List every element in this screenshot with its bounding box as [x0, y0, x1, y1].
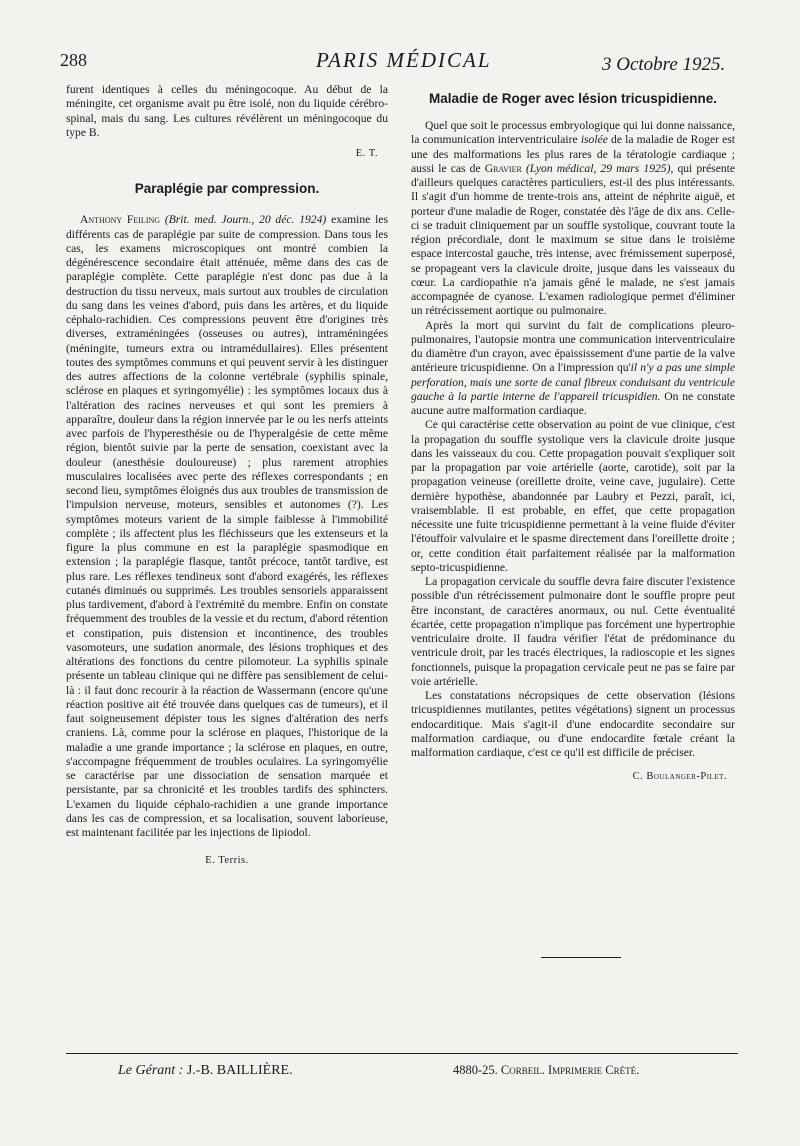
footer-printer: 4880-25. Corbeil. Imprimerie Crété.	[453, 1063, 640, 1077]
roger-paragraph-3: Ce qui caractérise cette observation au point de vue clinique, c'est la propagation du souffle systolique vers la clavicule droite jusque dans les vaisseaux du cou. Cette propagation pouvait s'expliquer soit par la propagation par voie artérielle (aorte, carotide), soit par la propagation veineuse (oreillette droite, veine cave, jugulaire). Cette dernière hypothèse, abandonnée par Laubry et Pezzi, paraît, ici, vraisemblable. Il est probable, en effet, que cette propagation nécessite une fuite tricuspidienne permettant à la veine fluide d'éviter l'étouffoir valvulaire et le spasme directement dans l'oreillette droite ; or, cette condition était parfaitement réalisée par la malformation septo-tricuspidienne.	[411, 418, 735, 574]
article-author: Anthony Feiling	[80, 213, 161, 227]
roger-p1-part-c: , qui présente d'ailleurs quelques caractères particuliers, est-il des plus intéressants. Il s'agit d'un homme de trente-trois ans, atteint de néphrite aiguë, et porteur d'une maladie de Roger, constatée dès l'âge de dix ans. Celle-ci se traduit cliniquement par un souffle systolique, couvrant toute la région précordiale, dont le maximum se situe dans le troisième espace intercostal gauche, très intense, avec frémissement superposé, se propageant vers la clavicule droite, jusque dans les vaisseaux du cœur. La cardiopathie n'a jamais gêné le malade, ne s'est jamais accompagnée de cyanose. L'examen radiologique permet d'éliminer un rétrécissement aortique ou pulmonaire.	[411, 161, 736, 318]
roger-paragraph-1	[411, 119, 735, 319]
roger-p2-italic: il n'y a pas une simple perforation, mais une sorte de canal fibreux conduisant du ventricule gauche à la partie interne de l'appareil tricuspidien.	[411, 361, 735, 403]
footer-gerant-label: Le Gérant :	[118, 1063, 184, 1078]
roger-p2-part-b: On ne constate aucune autre malformation cardiaque.	[411, 389, 736, 417]
signature-rule	[541, 957, 621, 958]
roger-paragraph-5: Les constatations nécropsiques de cette observation (lésions tricuspidiennes mutilantes, petites végétations) signent un processus endocarditique. Mais s'agit-il d'une endocardite secondaire sur malformation cardiaque, ou d'une endocardite fœtale créant la malformation cardiaque, c'est ce qu'il est difficile de préciser.	[411, 689, 735, 759]
footer-rule	[66, 1053, 738, 1054]
roger-p1-part-a: Quel que soit le processus embryologique qui lui donne naissance, la communication interventriculaire	[411, 119, 735, 147]
right-column	[411, 83, 735, 785]
article-signature-boulanger: C. Boulanger-Pilet.	[632, 771, 727, 783]
roger-p1-part-b: de la maladie de Roger est une des malformations les plus rares de la tératologie cardiaque ; aussi le cas de	[411, 133, 735, 175]
article-citation: (Brit. med. Journ., 20 déc. 1924)	[164, 213, 327, 227]
roger-p1-citation: (Lyon médical, 29 mars 1925)	[525, 161, 671, 175]
roger-paragraph-2	[411, 319, 735, 419]
continuation-text: furent identiques à celles du méningocoque. Au début de la méningite, cet organisme avait pu être isolé, non du liquide cérébro-spinal, mais du sang. Les cultures révélèrent un méningocoque du type B.	[66, 83, 388, 139]
page-number: 288	[60, 50, 87, 70]
footer-gerant-name: J.-B. BAILLIÈRE.	[186, 1063, 293, 1078]
left-column	[66, 83, 388, 869]
article-signature-terris: E. Terris.	[205, 855, 249, 867]
roger-p1-gravier: Gravier	[484, 161, 522, 175]
continuation-signature: E. T.	[355, 148, 378, 159]
running-title: PARIS MÉDICAL	[316, 48, 492, 72]
roger-p2-part-a: Après la mort qui survint du fait de complications pleuro-pulmonaires, l'autopsie montra une communication interventriculaire du diamètre d'un crayon, avec épaississement d'une partie de la valve antérieure tricuspidienne. On a l'impression qu'	[411, 318, 735, 375]
article-text: examine les différents cas de paraplégie par suite de compression. Dans tous les cas, les examens microscopiques ont montré combien la dégénérescence secondaire était atténuée, même dans des cas de paraplégie complète. Cette paraplégie n'est donc pas due à la destruction du tissu nerveux, mais surtout aux troubles de circulation du sang dans les veines d'abord, puis dans les artères, et du liquide céphalo-rachidien. Ces compressions peuvent être d'origines très diverses, extraméningées (osseuses ou autres), intraméningées (méningite, tumeurs extra ou intramédullaires). Elles présentent toutes des symptômes communs et qui peuvent servir à les distinguer des autres affections de la colonne vertébrale (syphilis spinale, sclérose en plaques et syringomyélie) : les symptômes locaux dus à l'altération des racines nerveuses et qui sont les premiers à apparaître, douleur dans la région innervée par le ou les nerfs atteints avec parfois de l'hyperesthésie ou de l'hyperalgésie de cette même région, bientôt suivie par la perte de sensation, coexistant avec la douleur (anesthésie douloureuse) ; plus rarement atrophies musculaires localisées avec perte des réflexes correspondants ; en second lieu, symptômes éloignés dus aux troubles de transmission de l'impulsion nerveuse, moteurs, sensibles et autonomes (?). Les symptômes moteurs varient de la simple faiblesse à l'immobilité complète ; ils affectent plus les fléchisseurs que les extenseurs et la figure la plus commune en est la paraplégie spasmodique en extension ; la paraplégie flasque, tantôt précoce, tantôt tardive, est plus rare. Les réflexes tendineux sont d'abord exagérés, les réflexes cutanés diminués ou supprimés. Les troubles sensoriels apparaissent plus tardivement, d'abord à l'extrémité du membre. Enfin on constate fréquemment des troubles de la vessie et du rectum, d'abord rétention et constipation, puis distension et incontinence, des troubles vasomoteurs, une sudation anormale, des lésions trophiques et des altérations des fonctions du centre pilomoteur. La syphilis spinale présente un tableau clinique qui ne diffère pas sensiblement de celui-là : il faut donc recourir à la réaction de Wassermann (encore qu'une réaction positive ait été trouvée dans quelques cas de tumeurs), et il faut soigneusement dépister tous les signes d'altération des nerfs craniens. Là, comme pour la sclérose en plaques, l'historique de la maladie a une grande importance ; la sclérose en plaques, en outre, s'accompagne fréquemment de troubles oculaires. La syringomyélie se caractérise par une dissociation de sensation marquée et persistante, par sa chronicité et les troubles tardifs des sphincters. L'examen du liquide céphalo-rachidien a une grande importance dans les cas de compression, et sa localisation, souvent laborieuse, est maintenant facilitée par les injections de lipiodol.	[66, 213, 388, 839]
roger-p1-isolee: isolée	[580, 133, 608, 147]
footer-gerant	[118, 1063, 293, 1079]
roger-paragraph-4: La propagation cervicale du souffle devra faire discuter l'existence possible d'un rétrécissement pulmonaire dont le souffle propre peut être inconstant, de caractères anormaux, ou nul. Cette éventualité écartée, cette propagation n'implique pas forcément une hypertrophie ventriculaire droite. Il faudra vérifier l'état de prédominance du ventricule droit, par les tracés électriques, la radioscopie et les signes fonctionnels, puisque la propagation cervicale peut ne pas se faire par voie artérielle.	[411, 575, 735, 688]
article-title-roger: Maladie de Roger avec lésion tricuspidienne.	[428, 91, 718, 106]
article-body-paraplegie	[66, 213, 388, 840]
article-title-paraplegie: Paraplégie par compression.	[134, 181, 320, 197]
issue-date: 3 Octobre 1925.	[602, 54, 726, 75]
